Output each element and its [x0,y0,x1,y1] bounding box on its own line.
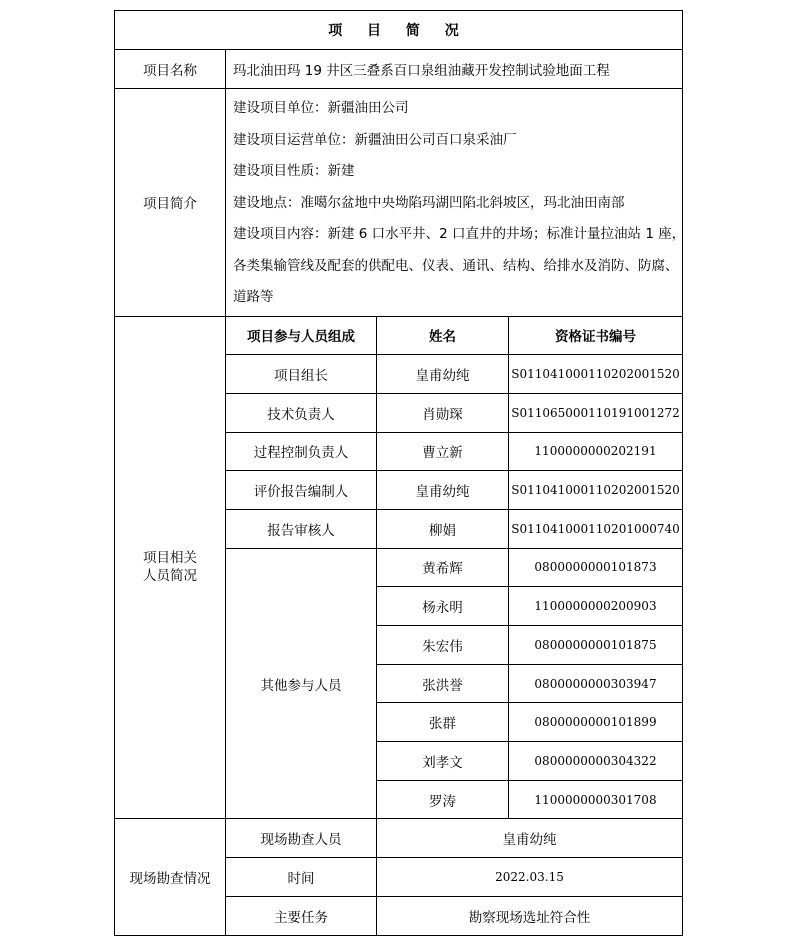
name-cell: 肖勋琛 [377,393,509,432]
name-cell: 皇甫幼纯 [377,471,509,510]
survey-value: 皇甫幼纯 [377,819,683,858]
name-cell: 杨永明 [377,587,509,626]
intro-line: 建设项目单位：新疆油田公司 [233,100,409,116]
name-cell: 张洪誉 [377,664,509,703]
name-cell: 柳娟 [377,509,509,548]
name-cell: 朱宏伟 [377,626,509,665]
header-cert: 资格证书编号 [509,316,683,355]
name-cell: 曹立新 [377,432,509,471]
name-cell: 刘孝文 [377,742,509,781]
survey-key: 主要任务 [226,896,377,935]
intro-line: 建设项目性质：新建 [233,163,355,179]
personnel-section-label: 项目相关 人员简况 [115,316,226,819]
cert-cell: 0800000000304322 [509,742,683,781]
project-intro-label: 项目简介 [115,89,226,317]
cert-cell: S011041000110202001520 [509,355,683,394]
cert-cell: 1100000000202191 [509,432,683,471]
name-cell: 黄希辉 [377,548,509,587]
cert-cell: 1100000000200903 [509,587,683,626]
role-cell: 技术负责人 [226,393,377,432]
intro-line: 各类集输管线及配套的供配电、仪表、通讯、结构、给排水及消防、防腐、 [233,257,679,274]
cert-cell: S011041000110202001520 [509,471,683,510]
intro-line: 建设地点：准噶尔盆地中央坳陷玛湖凹陷北斜坡区，玛北油田南部 [233,194,625,211]
intro-line: 道路等 [233,289,274,305]
survey-section-label: 现场勘查情况 [115,819,226,935]
role-cell: 项目组长 [226,355,377,394]
role-cell: 过程控制负责人 [226,432,377,471]
cert-cell: 0800000000101899 [509,703,683,742]
role-cell: 评价报告编制人 [226,471,377,510]
cert-cell: 0800000000101873 [509,548,683,587]
cert-cell: 1100000000301708 [509,780,683,819]
other-participants-label: 其他参与人员 [226,548,377,819]
table-row [115,819,683,858]
role-cell: 报告审核人 [226,509,377,548]
cert-cell: S011065000110191001272 [509,393,683,432]
survey-key: 现场勘查人员 [226,819,377,858]
project-intro-content [226,89,686,317]
survey-value: 勘察现场选址符合性 [377,896,683,935]
intro-line: 建设项目内容：新建 6 口水平井、2 口直井的井场；标准计量拉油站 1 座， [233,226,686,242]
project-name-label: 项目名称 [115,50,226,89]
name-cell: 张群 [377,703,509,742]
survey-key: 时间 [226,858,377,897]
name-cell: 皇甫幼纯 [377,355,509,394]
project-overview-table [114,10,686,936]
cert-cell: 0800000000303947 [509,664,683,703]
project-name-value: 玛北油田玛 19 井区三叠系百口泉组油藏开发控制试验地面工程 [226,50,683,89]
intro-line: 建设项目运营单位：新疆油田公司百口泉采油厂 [233,131,517,148]
cert-cell: S011041000110201000740 [509,509,683,548]
header-name: 姓名 [377,316,509,355]
header-role: 项目参与人员组成 [226,316,377,355]
survey-value: 2022.03.15 [377,858,683,897]
cert-cell: 0800000000101875 [509,626,683,665]
table-title: 项 目 简 况 [115,11,683,50]
name-cell: 罗涛 [377,780,509,819]
